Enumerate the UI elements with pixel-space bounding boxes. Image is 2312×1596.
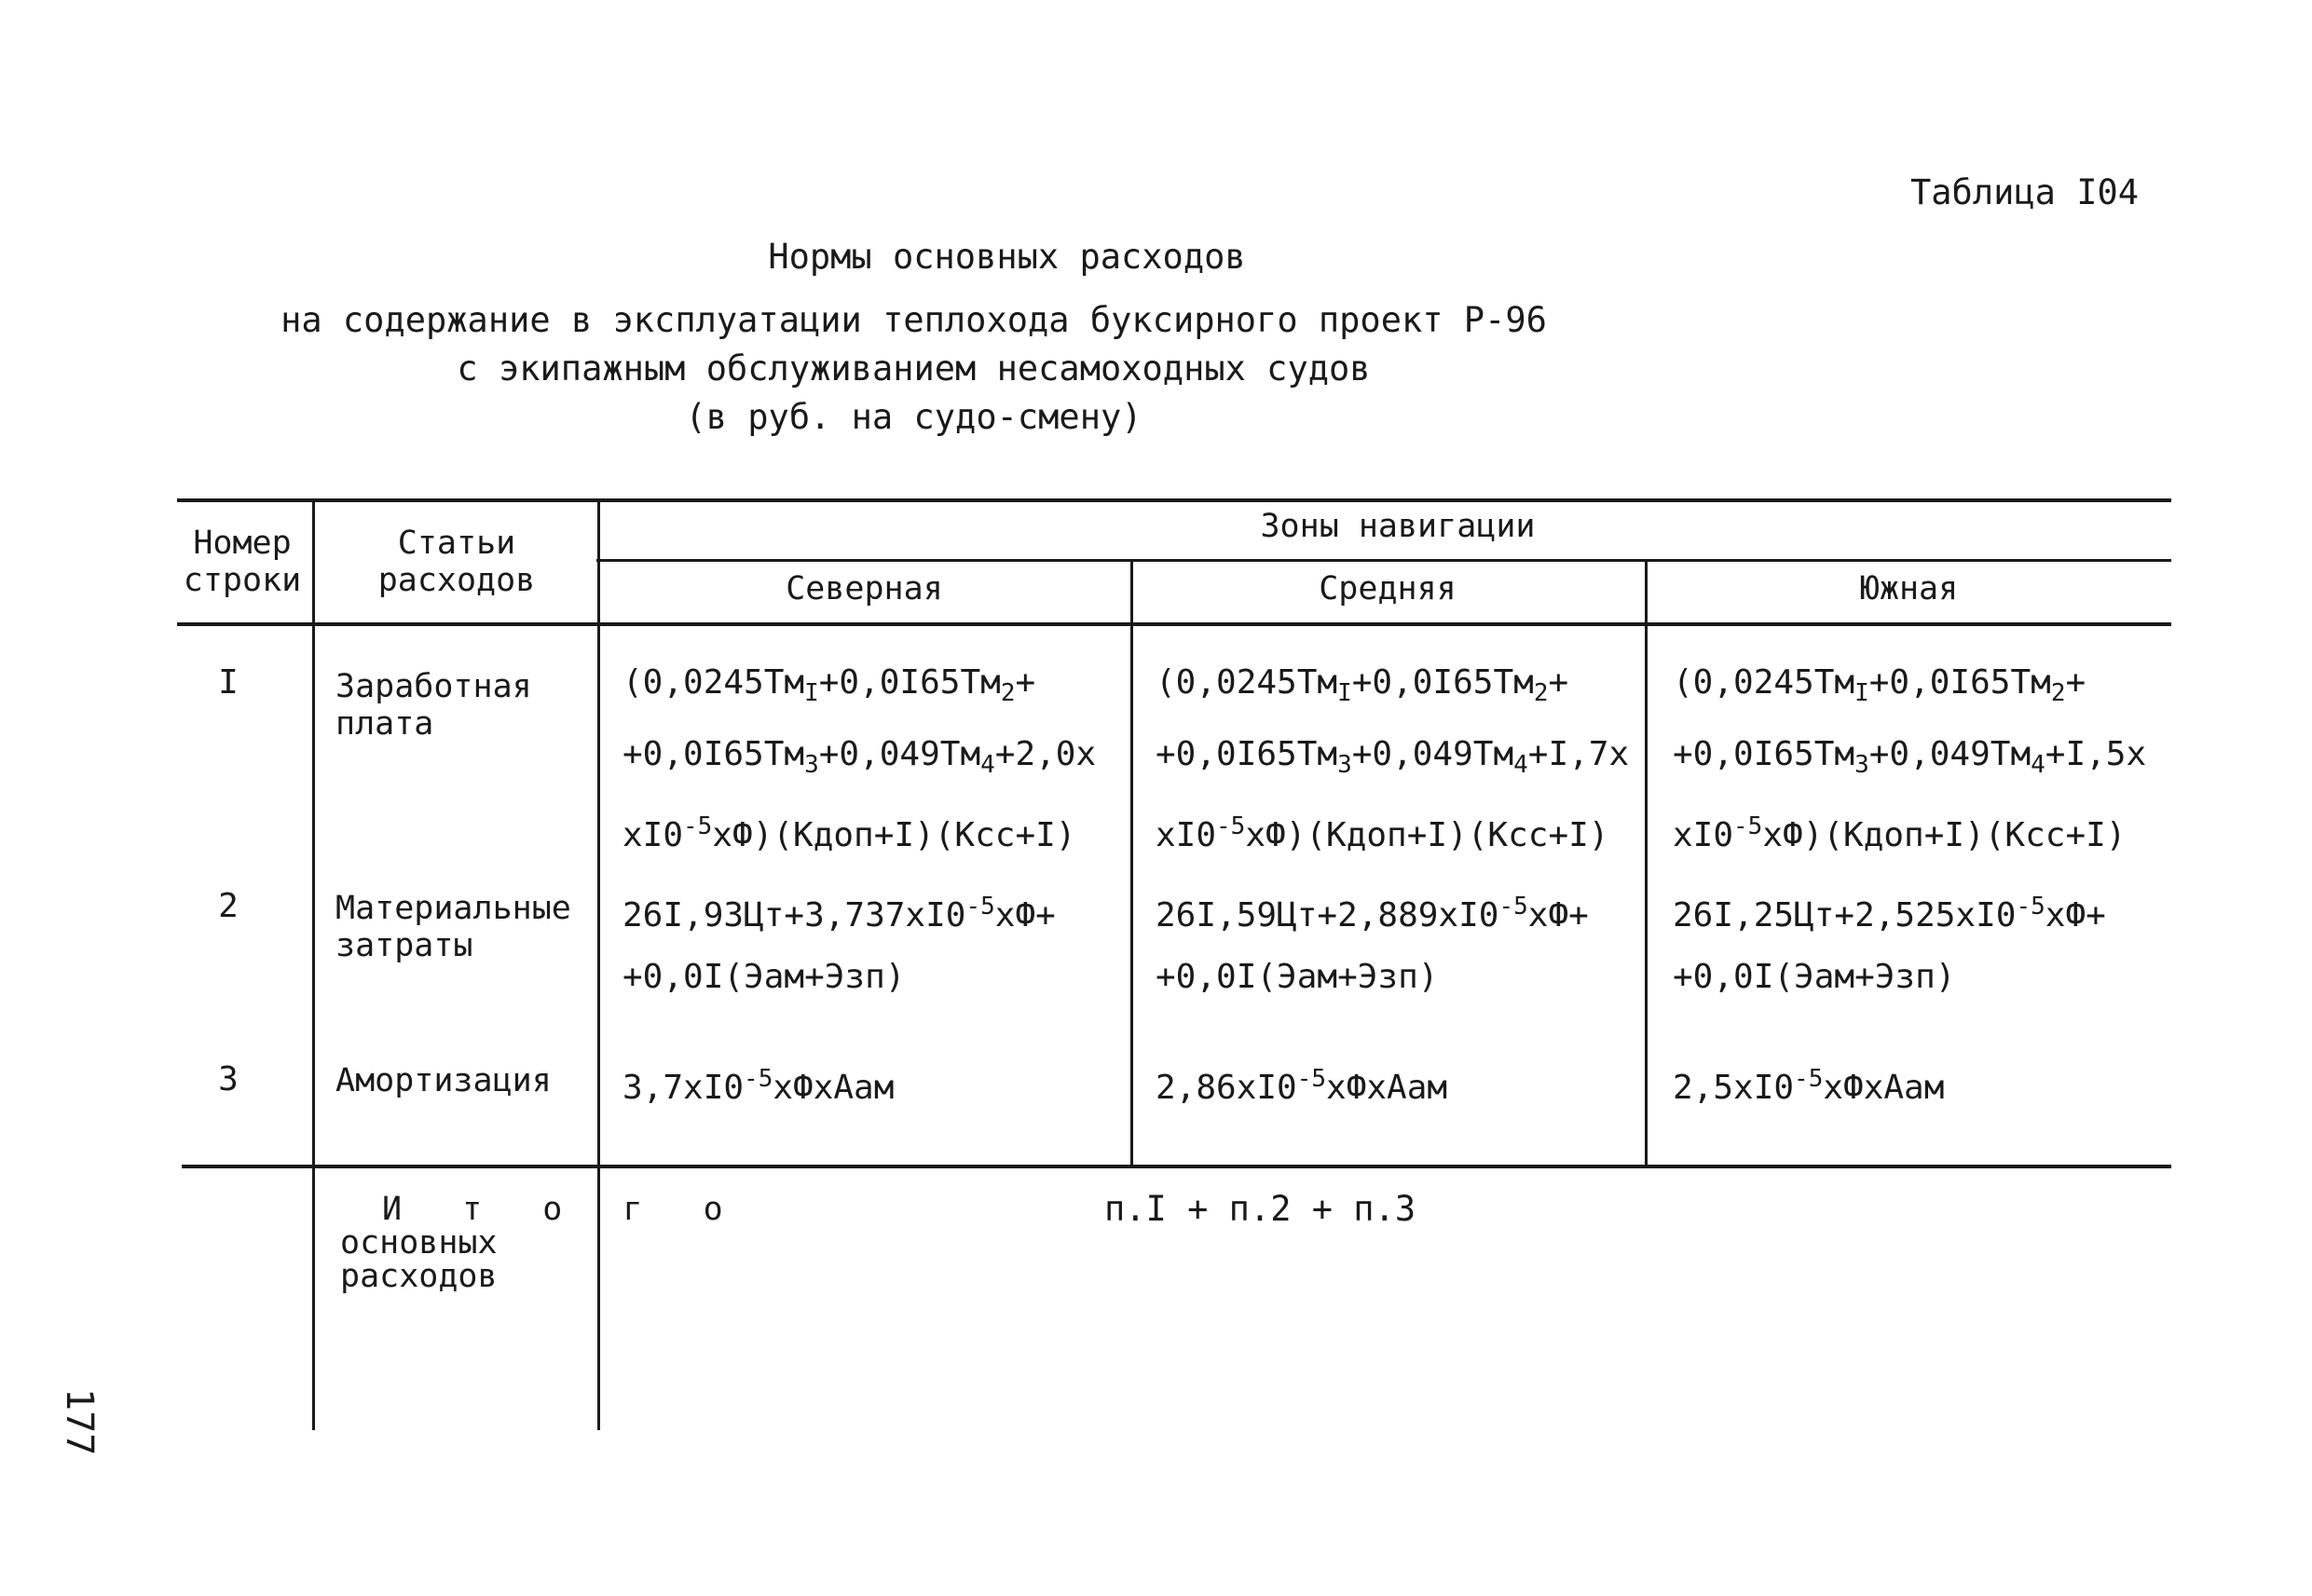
row-2-article-line-2: затраты	[335, 927, 473, 964]
header-south: Южная	[1859, 570, 1959, 607]
header-row-number-line-2: строки	[183, 562, 302, 599]
header-zones: Зоны навигации	[1260, 508, 1536, 545]
row-2-article-line-1: Материальные	[335, 890, 571, 927]
total-formula: п.I + п.2 + п.3	[1104, 1189, 1416, 1229]
total-label-line-1: И т о г о	[382, 1191, 744, 1228]
row-3-article	[335, 1062, 552, 1099]
header-articles-line-1: Статьи	[397, 525, 516, 562]
page-number: 177	[58, 1388, 101, 1456]
col-divider-4	[1645, 559, 1648, 1165]
total-label-line-3: расходов	[340, 1258, 498, 1295]
row-1-north-formula	[622, 652, 1096, 866]
zones-rule	[596, 559, 2171, 562]
row-1-north-line-1: ($0,0245Тм_I+0,0I65Тм_2+$	[622, 663, 1036, 708]
total-label-line-2: основных	[340, 1224, 498, 1262]
body-bottom-rule	[182, 1165, 2171, 1168]
row-3-middle-line-1: $2,86хI0^{-5}хФхАам$	[1156, 1065, 1448, 1107]
total-label	[340, 1193, 744, 1293]
row-1-article	[335, 668, 532, 743]
header-bottom-rule	[177, 622, 2171, 626]
row-1-north-line-3: $хI0^{-5}хФ)(Кдоп+I)(Кcc+I)$	[622, 812, 1076, 855]
row-2-north-line-2: +0,0I(Эам+Эзп)	[622, 958, 906, 996]
col-divider-3	[1130, 559, 1133, 1165]
row-3-south-line-1: $2,5хI0^{-5}хФхАам$	[1673, 1065, 1945, 1107]
row-1-south-line-3: $хI0^{-5}хФ)(Кдоп+I)(Кcc+I)$	[1673, 812, 2127, 855]
header-row-number	[177, 525, 308, 599]
table-top-rule	[177, 498, 2171, 502]
row-1-south-line-2: $+0,0I65Тм_3+0,049Тм_4+I,5х$	[1673, 735, 2147, 780]
header-middle: Средняя	[1319, 570, 1457, 607]
row-3-article-line-1: Амортизация	[335, 1062, 552, 1099]
title-line-2: на содержание в эксплуатации теплохода буксирного проект Р-96	[280, 300, 1547, 340]
row-2-number: 2	[218, 887, 239, 925]
header-articles-line-2: расходов	[377, 562, 536, 599]
row-1-middle-formula	[1156, 652, 1629, 866]
row-1-article-line-1: Заработная	[335, 668, 532, 705]
col-divider-1	[312, 498, 315, 1430]
header-articles	[317, 525, 596, 599]
row-2-south-line-1: $26I,25Цт+2,525хI0^{-5}хФ+$	[1673, 893, 2106, 934]
row-1-north-line-2: $+0,0I65Тм_3+0,049Тм_4+2,0х$	[622, 735, 1097, 780]
row-1-middle-line-1: ($0,0245Тм_I+0,0I65Тм_2+$	[1156, 663, 1569, 708]
row-1-middle-line-2: $+0,0I65Тм_3+0,049Тм_4+I,7х$	[1156, 735, 1630, 780]
row-2-north-line-1: $26I,93Цт+3,737хI0^{-5}хФ+$	[622, 893, 1056, 934]
row-2-middle-line-2: +0,0I(Эам+Эзп)	[1156, 958, 1439, 996]
title-line-1: Нормы основных расходов	[768, 237, 1246, 277]
title-line-3: с экипажным обслуживанием несамоходных судов	[457, 348, 1371, 389]
row-2-south-line-2: +0,0I(Эам+Эзп)	[1673, 958, 1956, 996]
row-1-south-formula	[1673, 652, 2146, 866]
row-1-article-line-2: плата	[335, 705, 434, 743]
row-2-north-formula	[622, 876, 1056, 1008]
row-3-north-line-1: $3,7хI0^{-5}хФхАам$	[622, 1065, 895, 1107]
header-row-number-line-1: Номер	[193, 525, 292, 562]
table-label: Таблица I04	[1910, 172, 2140, 212]
row-1-middle-line-3: $хI0^{-5}хФ)(Кдоп+I)(Кcc+I)$	[1156, 812, 1609, 855]
row-2-south-formula	[1673, 876, 2106, 1008]
row-2-middle-formula	[1156, 876, 1589, 1008]
row-3-number: 3	[218, 1060, 239, 1098]
header-north: Северная	[786, 570, 943, 607]
row-1-south-line-1: ($0,0245Тм_I+0,0I65Тм_2+$	[1673, 663, 2086, 708]
title-line-4: (в руб. на судо-смену)	[685, 397, 1142, 437]
row-3-middle-formula	[1156, 1048, 1447, 1119]
row-2-article	[335, 890, 571, 964]
row-3-south-formula	[1673, 1048, 1944, 1119]
row-1-number: I	[218, 663, 239, 702]
row-2-middle-line-1: $26I,59Цт+2,889хI0^{-5}хФ+$	[1156, 893, 1589, 934]
row-3-north-formula	[622, 1048, 894, 1119]
